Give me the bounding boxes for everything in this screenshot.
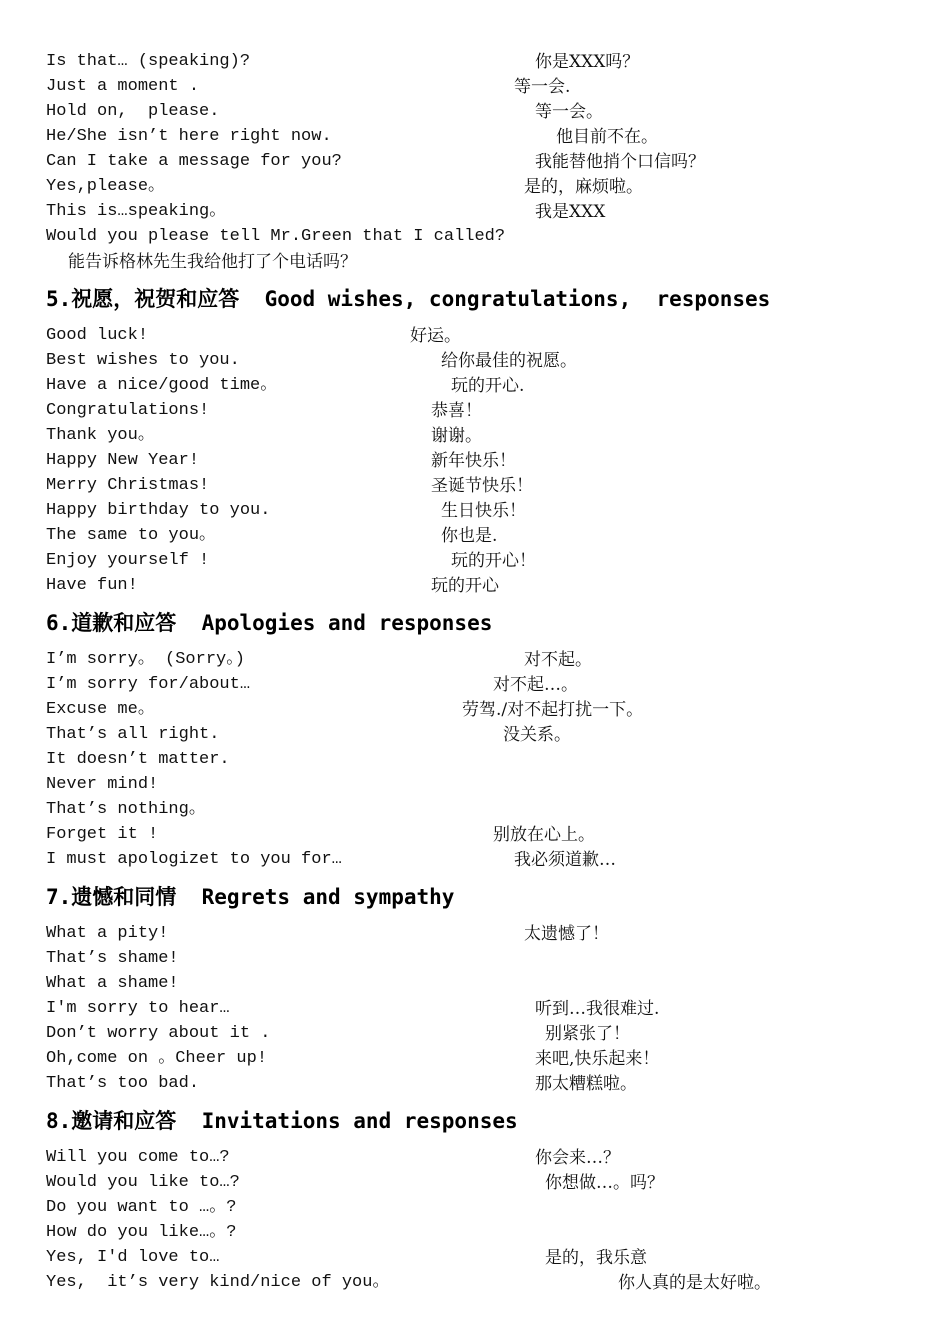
chinese-translation: 玩的开心: [431, 576, 499, 596]
phrase-row: [0, 125, 950, 149]
chinese-translation: 等一会。: [535, 102, 603, 122]
section-heading: 7.遗憾和同情 Regrets and sympathy: [46, 885, 455, 909]
phrase-row: [0, 848, 950, 872]
english-phrase: I'm sorry to hear…: [46, 999, 230, 1018]
english-phrase: How do you like…。?: [46, 1223, 237, 1242]
phrase-row: [0, 349, 950, 373]
phrase-row: [0, 399, 950, 423]
chinese-translation: 谢谢。: [431, 426, 482, 446]
chinese-translation: 你是XXX吗？: [535, 52, 640, 72]
phrase-row: [0, 150, 950, 174]
phrase-row: [0, 474, 950, 498]
english-phrase: Best wishes to you.: [46, 351, 240, 370]
chinese-translation: 玩的开心.: [451, 376, 525, 396]
english-phrase: Yes,please。: [46, 177, 166, 196]
english-phrase: Yes, it’s very kind/nice of you。: [46, 1273, 390, 1292]
phrase-row: [0, 1246, 950, 1270]
english-phrase: What a pity!: [46, 924, 169, 943]
english-phrase: Thank you。: [46, 426, 155, 445]
english-phrase: Is that… (speaking)?: [46, 52, 251, 71]
english-phrase: I’m sorry for/about…: [46, 675, 251, 694]
chinese-translation: 听到…我很难过.: [535, 999, 660, 1019]
english-phrase: It doesn’t matter.: [46, 750, 230, 769]
section-heading: 6.道歉和应答 Apologies and responses: [46, 611, 493, 635]
phrase-row: [0, 1022, 950, 1046]
english-phrase: Just a moment .: [46, 77, 200, 96]
phrase-row: [0, 374, 950, 398]
phrase-row: [0, 947, 950, 971]
phrase-row: [0, 75, 950, 99]
english-phrase: I’m sorry。 (Sorry。): [46, 650, 245, 669]
english-phrase: Have a nice/good time。: [46, 376, 278, 395]
section-heading: 8.邀请和应答 Invitations and responses: [46, 1109, 518, 1133]
phrase-row: [0, 50, 950, 74]
english-phrase: Excuse me。: [46, 700, 155, 719]
chinese-translation: 对不起。: [524, 650, 592, 670]
chinese-translation: 我是XXX: [535, 202, 606, 222]
chinese-translation: 那太糟糕啦。: [535, 1074, 637, 1094]
chinese-translation: 圣诞节快乐！: [431, 476, 533, 496]
section-heading: 5.祝愿，祝贺和应答 Good wishes, congratulations, responses: [46, 287, 771, 311]
english-phrase: That’s nothing。: [46, 800, 206, 819]
chinese-translation: 劳驾./对不起打扰一下。: [462, 700, 644, 720]
chinese-translation: 我能替他捎个口信吗？: [535, 152, 705, 172]
chinese-translation: 等一会.: [514, 77, 571, 97]
chinese-translation: 他目前不在。: [556, 127, 658, 147]
english-phrase: That’s too bad.: [46, 1074, 200, 1093]
phrase-row: [0, 175, 950, 199]
english-phrase: The same to you。: [46, 526, 217, 545]
chinese-translation: 太遗憾了！: [524, 924, 609, 944]
chinese-translation: 你想做…。吗？: [545, 1173, 664, 1193]
english-phrase: Never mind!: [46, 775, 159, 794]
phrase-row: [0, 574, 950, 598]
english-phrase: Congratulations!: [46, 401, 210, 420]
english-phrase: Oh,come on 。Cheer up!: [46, 1049, 268, 1068]
phrase-row: [0, 1171, 950, 1195]
english-phrase: Forget it !: [46, 825, 159, 844]
english-phrase: That’s all right.: [46, 725, 220, 744]
phrase-row: [0, 922, 950, 946]
phrase-row: [0, 225, 950, 249]
english-phrase: Merry Christmas!: [46, 476, 210, 495]
phrase-row: [0, 997, 950, 1021]
chinese-translation: 我必须道歉…: [514, 850, 616, 870]
english-phrase: I must apologizet to you for…: [46, 850, 342, 869]
english-phrase: Would you like to…?: [46, 1173, 240, 1192]
phrase-row: [0, 449, 950, 473]
english-phrase: Hold on, please.: [46, 102, 220, 121]
english-phrase: Happy birthday to you.: [46, 501, 271, 520]
english-phrase: Happy New Year!: [46, 451, 200, 470]
english-phrase: Can I take a message for you?: [46, 152, 342, 171]
phrase-row: [0, 100, 950, 124]
english-phrase: Enjoy yourself !: [46, 551, 210, 570]
chinese-translation: 对不起…。: [493, 675, 578, 695]
english-phrase: Would you please tell Mr.Green that I called?: [46, 227, 506, 246]
chinese-translation: 来吧,快乐起来！: [535, 1049, 660, 1069]
english-phrase: Yes, I'd love to…: [46, 1248, 220, 1267]
english-phrase: What a shame!: [46, 974, 179, 993]
phrase-row: [0, 1196, 950, 1220]
chinese-translation: 你也是.: [441, 526, 498, 546]
chinese-translation: 能告诉格林先生我给他打了个电话吗？: [68, 252, 357, 272]
chinese-translation: 好运。: [410, 326, 461, 346]
phrase-row: [0, 1271, 950, 1295]
chinese-translation: 生日快乐！: [441, 501, 526, 521]
phrase-row: [0, 1221, 950, 1245]
phrase-row: [0, 200, 950, 224]
english-phrase: He/She isn’t here right now.: [46, 127, 332, 146]
phrase-row: [0, 972, 950, 996]
chinese-translation: 你会来…？: [535, 1148, 620, 1168]
chinese-translation: 你人真的是太好啦。: [618, 1273, 771, 1293]
phrase-row: [0, 324, 950, 348]
phrase-row: [0, 549, 950, 573]
english-phrase: This is…speaking。: [46, 202, 227, 221]
phrase-row: [0, 698, 950, 722]
phrase-row: [0, 1072, 950, 1096]
phrase-row: [0, 424, 950, 448]
phrase-row: [0, 723, 950, 747]
chinese-translation: 是的，麻烦啦。: [524, 177, 643, 197]
chinese-translation: 给你最佳的祝愿。: [441, 351, 577, 371]
phrase-row: [0, 648, 950, 672]
english-phrase: Good luck!: [46, 326, 149, 345]
english-phrase: Do you want to …。?: [46, 1198, 237, 1217]
chinese-translation: 恭喜！: [431, 401, 482, 421]
chinese-translation: 没关系。: [503, 725, 571, 745]
chinese-translation: 新年快乐！: [431, 451, 516, 471]
chinese-translation: 是的，我乐意: [545, 1248, 647, 1268]
english-phrase: That’s shame!: [46, 949, 179, 968]
phrase-row: [0, 673, 950, 697]
phrase-row: [0, 773, 950, 797]
phrase-row: [0, 524, 950, 548]
phrase-row: [0, 748, 950, 772]
chinese-translation: 别放在心上。: [493, 825, 595, 845]
phrase-row: [0, 250, 950, 274]
phrase-row: [0, 1047, 950, 1071]
phrase-row: [0, 798, 950, 822]
phrase-row: [0, 499, 950, 523]
phrase-row: [0, 823, 950, 847]
phrase-row: [0, 1146, 950, 1170]
english-phrase: Don’t worry about it .: [46, 1024, 271, 1043]
chinese-translation: 别紧张了！: [545, 1024, 630, 1044]
english-phrase: Have fun!: [46, 576, 138, 595]
chinese-translation: 玩的开心！: [451, 551, 536, 571]
english-phrase: Will you come to…?: [46, 1148, 230, 1167]
